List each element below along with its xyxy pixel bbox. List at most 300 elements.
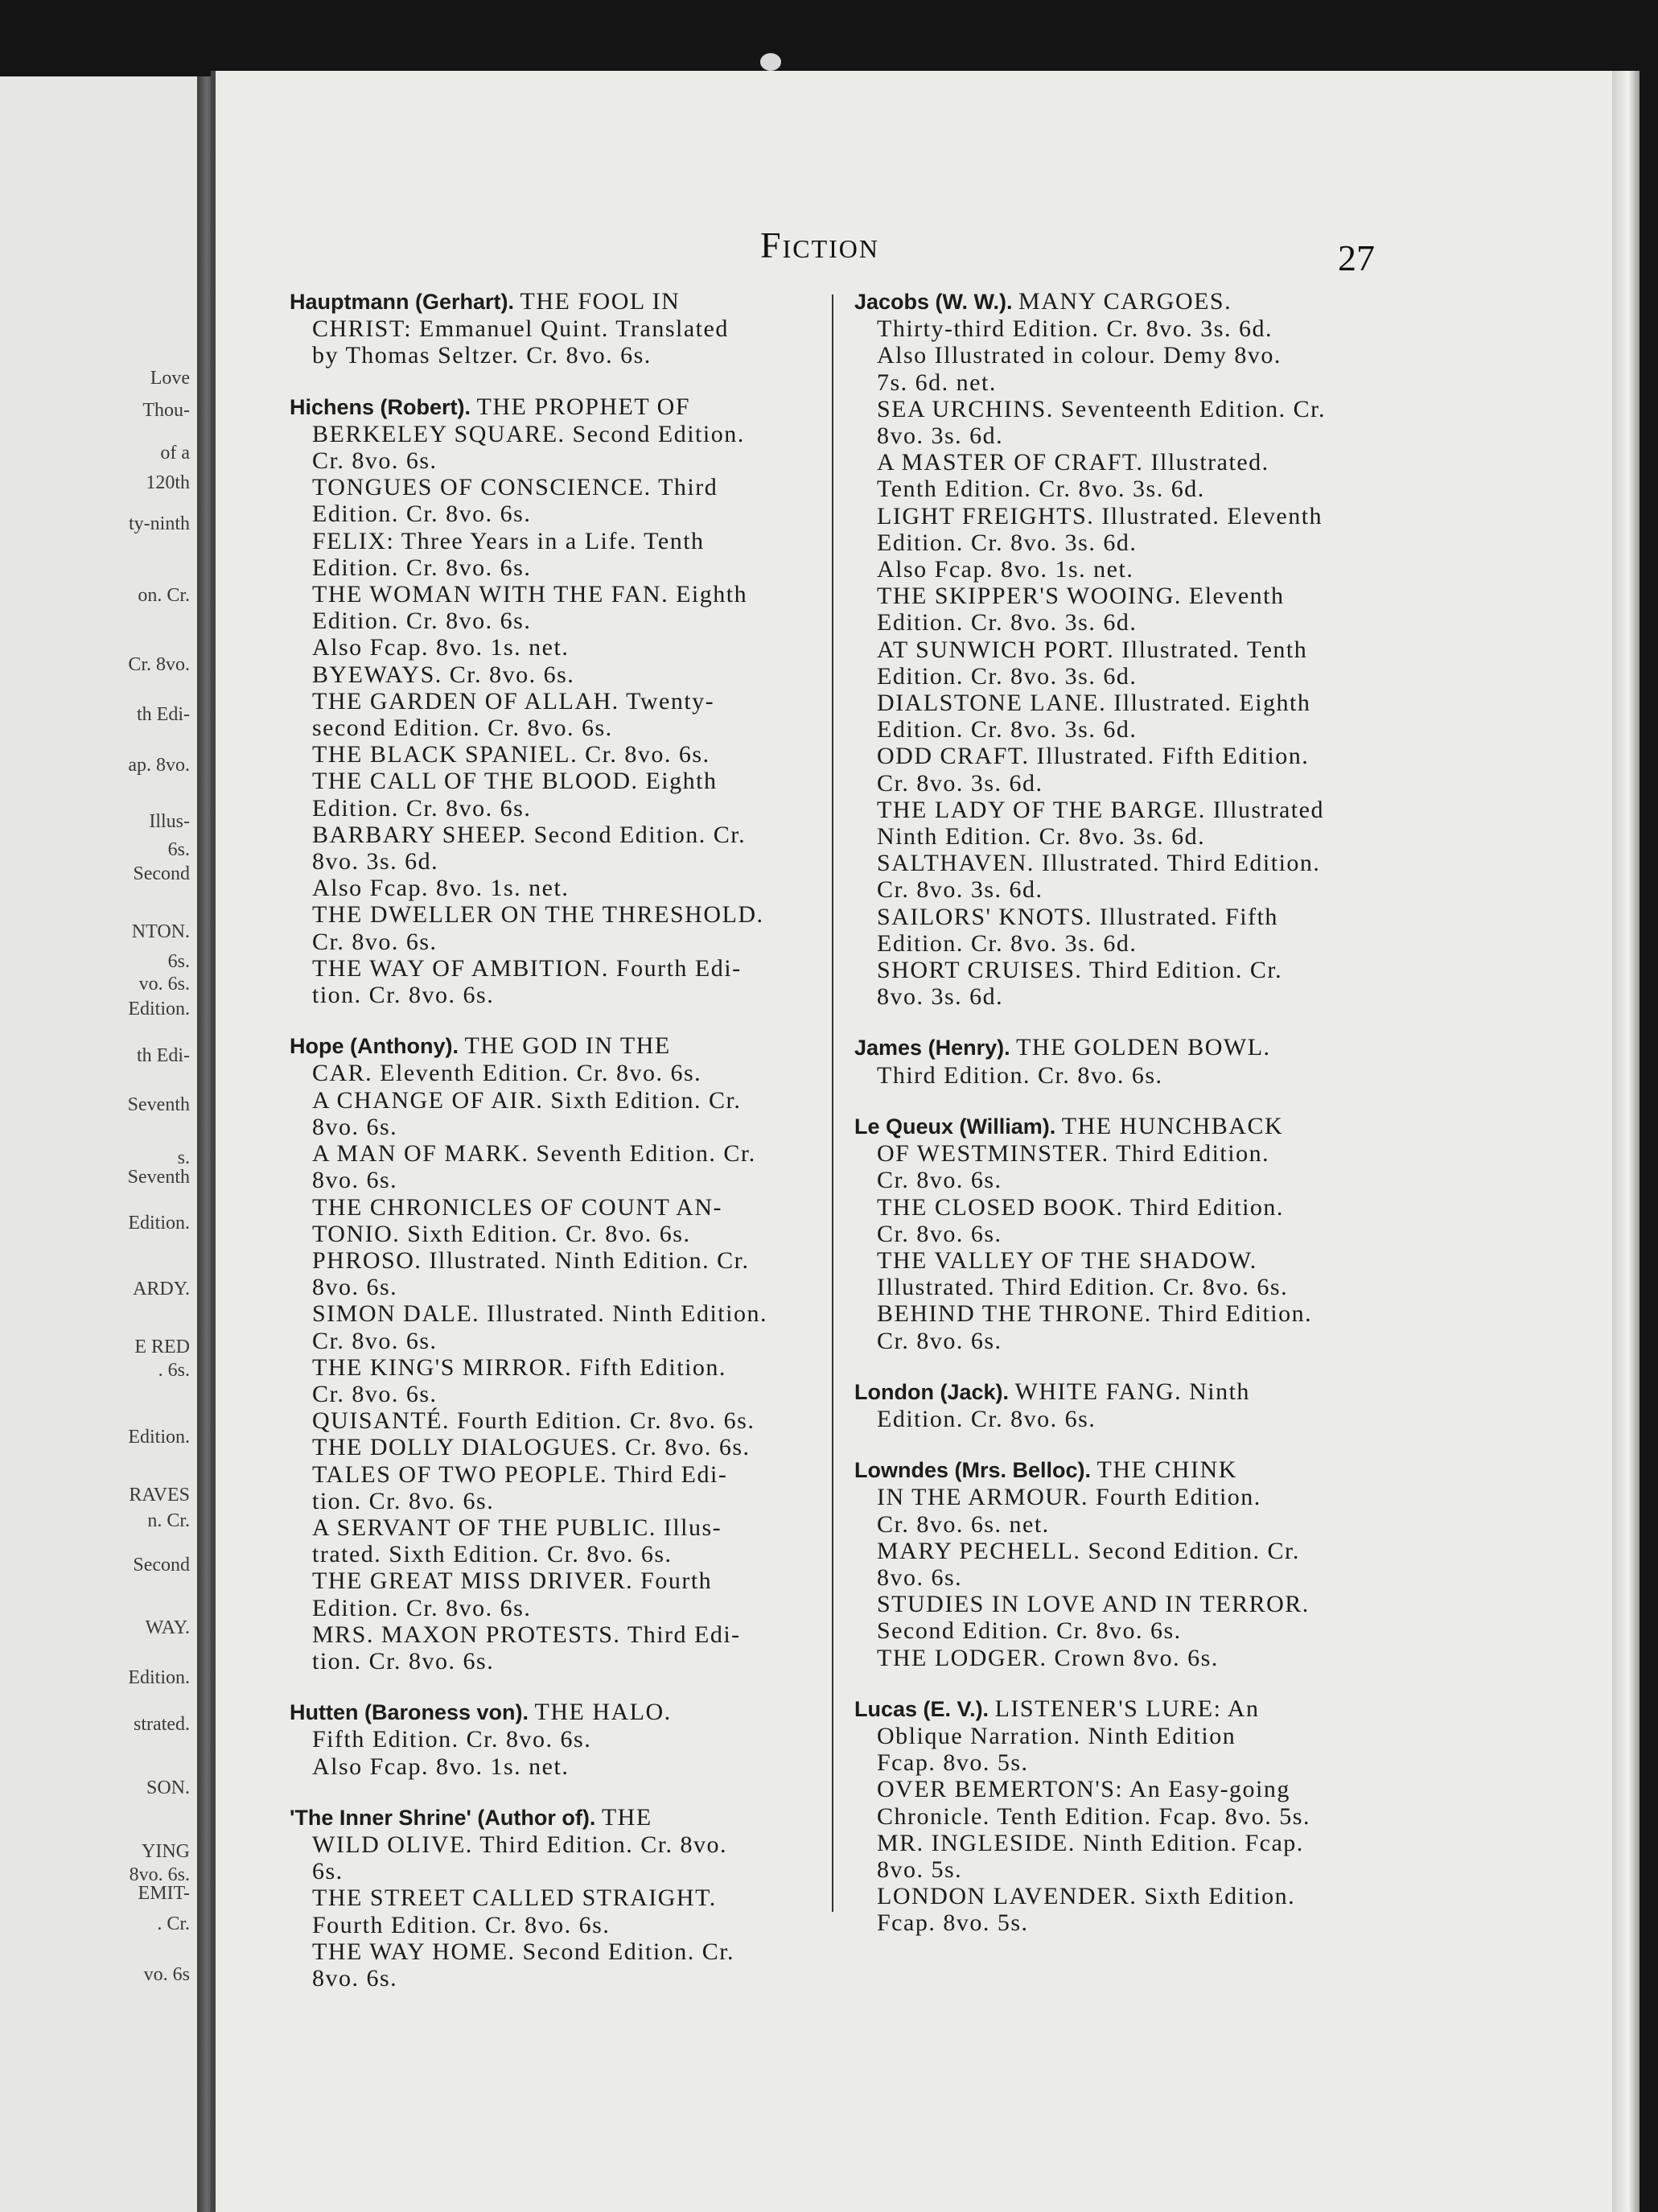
book-listing-text: Edition. Cr. 8vo. 3s. 6d. xyxy=(877,662,1138,690)
facing-page-fragment: 120th xyxy=(146,472,190,493)
entry-line xyxy=(854,1909,1376,1936)
entry-first-line xyxy=(854,1456,1376,1484)
book-listing-text: Edition. Cr. 8vo. 3s. 6d. xyxy=(877,609,1138,636)
facing-page-fragments xyxy=(0,76,197,2212)
facing-page-fragment: th Edi- xyxy=(137,704,190,725)
book-listing-text: IN THE ARMOUR. Fourth Edition. xyxy=(877,1484,1261,1511)
entry-line xyxy=(854,876,1376,903)
facing-page-fragment: Love xyxy=(150,368,190,389)
entry-line xyxy=(854,850,1376,876)
book-listing-text: 8vo. 3s. 6d. xyxy=(877,983,1004,1011)
book-listing-text: LONDON LAVENDER. Sixth Edition. xyxy=(877,1883,1296,1910)
book-listing-text: THE STREET CALLED STRAIGHT. xyxy=(312,1885,717,1912)
book-listing-text: THE WOMAN WITH THE FAN. Eighth xyxy=(312,581,748,608)
entry-line xyxy=(290,1434,811,1460)
column-divider xyxy=(832,295,833,1912)
entry-line xyxy=(854,983,1376,1010)
book-listing-text: THE DOLLY DIALOGUES. Cr. 8vo. 6s. xyxy=(312,1434,751,1461)
entry-line xyxy=(854,1830,1376,1856)
book-listing-text: Also Fcap. 8vo. 1s. net. xyxy=(312,1753,570,1780)
book-listing-text: tion. Cr. 8vo. 6s. xyxy=(312,982,495,1009)
book-listing-text: Edition. Cr. 8vo. 6s. xyxy=(312,1594,532,1621)
facing-page-fragment: Thou- xyxy=(142,400,190,421)
entry-line xyxy=(290,1381,811,1407)
entry-line xyxy=(854,1749,1376,1776)
entry-line xyxy=(854,476,1376,502)
book-listing-text: 6s. xyxy=(312,1858,344,1885)
facing-page-fragment: ARDY. xyxy=(133,1279,190,1300)
book-listing-text: Cr. 8vo. 6s. xyxy=(312,1380,438,1407)
entry-line xyxy=(854,1591,1376,1617)
entry-line xyxy=(290,1060,811,1086)
book-listing-text: CAR. Eleventh Edition. Cr. 8vo. 6s. xyxy=(312,1060,702,1087)
entry-line xyxy=(854,1247,1376,1274)
entry-line xyxy=(854,1062,1376,1089)
book-listing-text: Cr. 8vo. 6s. xyxy=(877,1167,1002,1194)
entry-line xyxy=(290,1488,811,1514)
entry-line xyxy=(854,1221,1376,1247)
author-name: London (Jack). xyxy=(854,1379,1010,1404)
book-listing-text: A CHANGE OF AIR. Sixth Edition. Cr. xyxy=(312,1086,742,1114)
book-listing-text: second Edition. Cr. 8vo. 6s. xyxy=(312,715,613,742)
book-listing-text: 7s. 6d. net. xyxy=(877,369,997,396)
entry-line xyxy=(854,904,1376,930)
facing-page-fragment: EMIT- xyxy=(138,1883,190,1904)
entry-line xyxy=(290,1753,811,1780)
book-listing-text: THE HUNCHBACK xyxy=(1061,1112,1284,1139)
entry-line xyxy=(854,503,1376,529)
author-name: Le Queux (William). xyxy=(854,1114,1056,1139)
left-column xyxy=(290,288,811,2016)
book-listing-text: Edition. Cr. 8vo. 3s. 6d. xyxy=(877,529,1138,556)
book-listing-text: THE CHRONICLES OF COUNT AN- xyxy=(312,1193,722,1221)
book-listing-text: Edition. Cr. 8vo. 6s. xyxy=(312,608,532,635)
facing-page-fragment: RAVES xyxy=(129,1485,190,1506)
facing-page-fragment: on. Cr. xyxy=(138,585,190,606)
book-listing-text: MRS. MAXON PROTESTS. Third Edi- xyxy=(312,1621,741,1648)
book-listing-text: AT SUNWICH PORT. Illustrated. Tenth xyxy=(877,636,1308,663)
page-number: 27 xyxy=(1338,237,1375,278)
facing-page-fragment: Edition. xyxy=(128,1213,190,1234)
facing-page-fragment: ap. 8vo. xyxy=(128,755,190,776)
facing-page-fragment: Seventh xyxy=(127,1094,190,1115)
entry-line xyxy=(854,315,1376,342)
entry-line xyxy=(854,1617,1376,1644)
entry-line xyxy=(854,1856,1376,1883)
book-listing-text: A MASTER OF CRAFT. Illustrated. xyxy=(877,449,1269,476)
entry-line xyxy=(290,661,811,688)
entry-line xyxy=(290,795,811,822)
book-listing-text: DIALSTONE LANE. Illustrated. Eighth xyxy=(877,690,1311,717)
book-listing-text: PHROSO. Illustrated. Ninth Edition. Cr. xyxy=(312,1246,750,1274)
book-listing-text: THE xyxy=(601,1803,652,1831)
book-listing-text: LISTENER'S LURE: An xyxy=(994,1695,1260,1722)
book-listing-text: THE KING'S MIRROR. Fifth Edition. xyxy=(312,1353,726,1381)
entry-line xyxy=(290,474,811,500)
book-listing-text: by Thomas Seltzer. Cr. 8vo. 6s. xyxy=(312,342,652,369)
entry-line xyxy=(854,797,1376,823)
facing-page-fragment: . Cr. xyxy=(157,1913,190,1934)
entry-line xyxy=(290,1167,811,1193)
entry-line xyxy=(854,449,1376,476)
book-listing-text: Cr. 8vo. 6s. xyxy=(312,928,438,955)
entry-first-line xyxy=(290,1032,811,1060)
book-listing-text: Fcap. 8vo. 5s. xyxy=(877,1909,1029,1937)
entry-line xyxy=(854,1140,1376,1167)
entry-line xyxy=(854,529,1376,556)
entry-line xyxy=(290,342,811,369)
entry-line xyxy=(290,1514,811,1541)
book-listing-text: THE CLOSED BOOK. Third Edition. xyxy=(877,1193,1284,1221)
entry-first-line xyxy=(854,1695,1376,1723)
entry-line xyxy=(290,421,811,447)
book-listing-text: Cr. 8vo. 6s. xyxy=(877,1220,1002,1247)
facing-page-fragment: of a xyxy=(160,443,190,463)
entry-line xyxy=(854,1194,1376,1221)
book-listing-text: BARBARY SHEEP. Second Edition. Cr. xyxy=(312,821,747,848)
entry-line xyxy=(854,1803,1376,1830)
entry-line xyxy=(290,1274,811,1300)
entry-line xyxy=(290,1965,811,1992)
book-listing-text: STUDIES IN LOVE AND IN TERROR. xyxy=(877,1591,1310,1618)
book-listing-text: THE HALO. xyxy=(534,1699,672,1726)
book-listing-text: WHITE FANG. Ninth xyxy=(1014,1378,1250,1405)
entry-line xyxy=(854,396,1376,422)
entry-line xyxy=(290,1938,811,1965)
book-listing-text: A MAN OF MARK. Seventh Edition. Cr. xyxy=(312,1140,756,1168)
facing-page-fragment: SON. xyxy=(146,1777,190,1798)
book-listing-text: tion. Cr. 8vo. 6s. xyxy=(312,1487,495,1514)
entry-line xyxy=(290,1328,811,1354)
facing-page-fragment: WAY. xyxy=(145,1617,190,1638)
book-listing-text: 8vo. 6s. xyxy=(312,1113,398,1140)
facing-page-fragment: Second xyxy=(133,863,190,884)
entry-line xyxy=(290,1726,811,1753)
entry-line xyxy=(290,901,811,928)
book-listing-text: BEHIND THE THRONE. Third Edition. xyxy=(877,1300,1313,1328)
book-listing-text: THE BLACK SPANIEL. Cr. 8vo. 6s. xyxy=(312,741,710,768)
facing-page-fragment: Illus- xyxy=(149,811,190,832)
entry-line xyxy=(290,1461,811,1488)
entry-line xyxy=(854,1776,1376,1802)
author-name: Jacobs (W. W.). xyxy=(854,290,1013,314)
entry-line xyxy=(290,1885,811,1911)
author-name: Hutten (Baroness von). xyxy=(290,1700,529,1725)
book-listing-text: THE GREAT MISS DRIVER. Fourth xyxy=(312,1567,713,1595)
facing-page-fragment: . 6s. xyxy=(158,1360,190,1381)
entry-first-line xyxy=(854,1034,1376,1061)
entry-line xyxy=(290,1300,811,1327)
book-listing-text: THE GOD IN THE xyxy=(464,1032,671,1060)
entry-line xyxy=(854,369,1376,396)
entry-line xyxy=(290,1831,811,1858)
book-listing-text: 8vo. 5s. xyxy=(877,1856,963,1883)
book-listing-text: BYEWAYS. Cr. 8vo. 6s. xyxy=(312,661,575,688)
entry-line xyxy=(854,1511,1376,1538)
author-entry xyxy=(854,1695,1376,1937)
entry-line xyxy=(854,690,1376,716)
author-name: Hauptmann (Gerhart). xyxy=(290,290,515,314)
facing-page-fragment: th Edi- xyxy=(137,1045,190,1066)
author-name: Hope (Anthony). xyxy=(290,1034,459,1059)
book-listing-text: ODD CRAFT. Illustrated. Fifth Edition. xyxy=(877,743,1310,770)
book-listing-text: Cr. 8vo. 6s. xyxy=(312,447,438,475)
entry-line xyxy=(290,1354,811,1381)
page-title: Fiction xyxy=(760,224,880,266)
entry-line xyxy=(290,1541,811,1567)
entry-line xyxy=(290,447,811,474)
entry-line xyxy=(290,608,811,634)
entry-first-line xyxy=(854,288,1376,315)
entry-line xyxy=(854,716,1376,743)
entry-line xyxy=(854,422,1376,449)
book-listing-text: 8vo. 6s. xyxy=(877,1563,963,1591)
entry-line xyxy=(854,556,1376,583)
author-name: James (Henry). xyxy=(854,1036,1010,1061)
book-listing-text: Also Fcap. 8vo. 1s. net. xyxy=(877,556,1134,583)
book-listing-text: SAILORS' KNOTS. Illustrated. Fifth xyxy=(877,903,1278,930)
book-listing-text: Edition. Cr. 8vo. 6s. xyxy=(312,500,532,528)
entry-line xyxy=(290,500,811,527)
entry-line xyxy=(290,1912,811,1938)
entry-line xyxy=(290,1567,811,1594)
book-listing-text: TONIO. Sixth Edition. Cr. 8vo. 6s. xyxy=(312,1220,691,1247)
entry-line xyxy=(290,848,811,875)
entry-line xyxy=(854,1274,1376,1300)
book-listing-text: Edition. Cr. 8vo. 3s. 6d. xyxy=(877,716,1138,744)
book-listing-text: OVER BEMERTON'S: An Easy-going xyxy=(877,1776,1290,1803)
book-listing-text: 8vo. 3s. 6d. xyxy=(877,422,1004,450)
entry-line xyxy=(290,1194,811,1221)
entry-line xyxy=(854,342,1376,369)
book-listing-text: THE DWELLER ON THE THRESHOLD. xyxy=(312,901,764,929)
entry-line xyxy=(290,634,811,661)
book-listing-text: TALES OF TWO PEOPLE. Third Edi- xyxy=(312,1460,728,1488)
entry-line xyxy=(290,315,811,342)
book-listing-text: Edition. Cr. 8vo. 6s. xyxy=(877,1405,1096,1432)
book-listing-text: THE GARDEN OF ALLAH. Twenty- xyxy=(312,687,715,715)
facing-page-fragment: Edition. xyxy=(128,999,190,1019)
book-listing-text: THE GOLDEN BOWL. xyxy=(1016,1034,1271,1061)
book-listing-text: THE FOOL IN xyxy=(520,288,681,315)
entry-line xyxy=(290,528,811,554)
book-listing-text: Cr. 8vo. 6s. xyxy=(312,1327,438,1354)
book-listing-text: Thirty-third Edition. Cr. 8vo. 3s. 6d. xyxy=(877,315,1273,343)
book-listing-text: Chronicle. Tenth Edition. Fcap. 8vo. 5s. xyxy=(877,1802,1310,1830)
page-edge xyxy=(1612,71,1639,2212)
entry-first-line xyxy=(854,1378,1376,1406)
entry-line xyxy=(854,823,1376,850)
book-listing-text: Illustrated. Third Edition. Cr. 8vo. 6s. xyxy=(877,1274,1289,1301)
book-listing-text: MARY PECHELL. Second Edition. Cr. xyxy=(877,1537,1300,1564)
author-entry xyxy=(290,393,811,1009)
entry-line xyxy=(290,688,811,715)
entry-line xyxy=(854,609,1376,636)
author-entry xyxy=(854,1456,1376,1671)
book-listing-text: THE LADY OF THE BARGE. Illustrated xyxy=(877,796,1324,823)
book-listing-text: Fifth Edition. Cr. 8vo. 6s. xyxy=(312,1726,592,1753)
book-listing-text: Tenth Edition. Cr. 8vo. 3s. 6d. xyxy=(877,476,1205,503)
book-listing-text: SIMON DALE. Illustrated. Ninth Edition. xyxy=(312,1300,767,1328)
facing-page-fragment: 6s. xyxy=(167,951,190,972)
facing-page-fragment: NTON. xyxy=(131,921,190,942)
entry-line xyxy=(290,1221,811,1247)
book-listing-text: Oblique Narration. Ninth Edition xyxy=(877,1722,1236,1749)
entry-line xyxy=(290,1247,811,1274)
entry-line xyxy=(290,1858,811,1885)
book-listing-text: A SERVANT OF THE PUBLIC. Illus- xyxy=(312,1514,722,1541)
entry-line xyxy=(290,955,811,982)
author-entry xyxy=(290,1804,811,1992)
book-listing-text: THE WAY HOME. Second Edition. Cr. xyxy=(312,1938,735,1965)
entry-line xyxy=(290,1621,811,1648)
entry-line xyxy=(290,822,811,848)
entry-line xyxy=(854,636,1376,663)
facing-page-fragment: vo. 6s. xyxy=(138,974,190,995)
entry-line xyxy=(854,663,1376,690)
book-listing-text: THE WAY OF AMBITION. Fourth Edi- xyxy=(312,954,742,982)
book-listing-text: Second Edition. Cr. 8vo. 6s. xyxy=(877,1617,1182,1645)
author-entry xyxy=(290,288,811,369)
entry-line xyxy=(854,930,1376,957)
entry-line xyxy=(290,982,811,1008)
book-listing-text: trated. Sixth Edition. Cr. 8vo. 6s. xyxy=(312,1541,673,1568)
entry-line xyxy=(854,1406,1376,1432)
book-listing-text: Fcap. 8vo. 5s. xyxy=(877,1749,1029,1777)
entry-line xyxy=(854,1645,1376,1671)
entry-line xyxy=(854,1564,1376,1591)
book-listing-text: THE CHINK xyxy=(1096,1456,1237,1484)
entry-line xyxy=(854,1328,1376,1354)
facing-page-fragment: s. xyxy=(177,1147,190,1168)
entry-line xyxy=(290,554,811,581)
book-listing-text: Also Fcap. 8vo. 1s. net. xyxy=(312,634,570,661)
book-listing-text: MANY CARGOES. xyxy=(1018,288,1232,315)
entry-line xyxy=(854,957,1376,983)
book-listing-text: Also Illustrated in colour. Demy 8vo. xyxy=(877,342,1282,369)
book-listing-text: MR. INGLESIDE. Ninth Edition. Fcap. xyxy=(877,1829,1304,1856)
book-listing-text: Edition. Cr. 8vo. 3s. 6d. xyxy=(877,929,1138,957)
book-listing-text: TONGUES OF CONSCIENCE. Third xyxy=(312,474,718,501)
entry-line xyxy=(854,583,1376,609)
entry-line xyxy=(290,1595,811,1621)
entry-line xyxy=(290,1648,811,1674)
author-entry xyxy=(290,1699,811,1780)
entry-line xyxy=(854,743,1376,769)
book-listing-text: LIGHT FREIGHTS. Illustrated. Eleventh xyxy=(877,502,1323,529)
entry-line xyxy=(290,1114,811,1140)
book-listing-text: CHRIST: Emmanuel Quint. Translated xyxy=(312,315,729,343)
book-listing-text: 8vo. 6s. xyxy=(312,1274,398,1301)
entry-first-line xyxy=(290,393,811,421)
entry-first-line xyxy=(290,1804,811,1831)
entry-line xyxy=(290,1140,811,1167)
entry-first-line xyxy=(854,1113,1376,1140)
entry-line xyxy=(854,1723,1376,1749)
facing-page-fragment: Cr. 8vo. xyxy=(128,654,190,675)
facing-page-fragment: 8vo. 6s. xyxy=(129,1864,190,1885)
book-listing-text: Fourth Edition. Cr. 8vo. 6s. xyxy=(312,1911,611,1938)
entry-line xyxy=(290,1087,811,1114)
entry-line xyxy=(854,1300,1376,1327)
right-column xyxy=(854,288,1376,1961)
book-listing-text: SHORT CRUISES. Third Edition. Cr. xyxy=(877,957,1283,984)
book-listing-text: THE SKIPPER'S WOOING. Eleventh xyxy=(877,583,1285,610)
book-listing-text: FELIX: Three Years in a Life. Tenth xyxy=(312,527,705,554)
entry-first-line xyxy=(290,1699,811,1726)
book-listing-text: WILD OLIVE. Third Edition. Cr. 8vo. xyxy=(312,1831,728,1858)
book-listing-text: 8vo. 6s. xyxy=(312,1964,398,1992)
facing-page-fragment: E RED xyxy=(134,1337,190,1357)
entry-line xyxy=(854,1883,1376,1909)
book-listing-text: BERKELEY SQUARE. Second Edition. xyxy=(312,420,745,447)
author-entry xyxy=(854,1113,1376,1354)
book-listing-text: THE VALLEY OF THE SHADOW. xyxy=(877,1246,1257,1274)
facing-page-fragment: Edition. xyxy=(128,1667,190,1688)
book-listing-text: Cr. 8vo. 6s. net. xyxy=(877,1510,1050,1538)
book-listing-text: OF WESTMINSTER. Third Edition. xyxy=(877,1140,1270,1168)
book-listing-text: Edition. Cr. 8vo. 6s. xyxy=(312,794,532,822)
book-listing-text: 8vo. 6s. xyxy=(312,1167,398,1194)
facing-page-fragment: vo. 6s xyxy=(143,1964,190,1985)
facing-page xyxy=(0,76,197,2212)
author-name: 'The Inner Shrine' (Author of). xyxy=(290,1805,596,1830)
author-entry xyxy=(854,1034,1376,1088)
author-entry xyxy=(854,288,1376,1010)
facing-page-fragment: ty-ninth xyxy=(129,513,190,534)
author-entry xyxy=(290,1032,811,1674)
author-name: Lucas (E. V.). xyxy=(854,1696,989,1721)
book-listing-text: THE CALL OF THE BLOOD. Eighth xyxy=(312,768,718,795)
entry-line xyxy=(290,768,811,794)
facing-page-fragment: YING xyxy=(142,1841,190,1862)
book-listing-text: Edition. Cr. 8vo. 6s. xyxy=(312,554,532,581)
facing-page-fragment: Edition. xyxy=(128,1427,190,1448)
book-listing-text: Ninth Edition. Cr. 8vo. 3s. 6d. xyxy=(877,823,1206,851)
book-listing-text: Cr. 8vo. 3s. 6d. xyxy=(877,769,1043,797)
book-listing-text: Third Edition. Cr. 8vo. 6s. xyxy=(877,1061,1163,1089)
entry-line xyxy=(290,581,811,608)
entry-line xyxy=(854,1484,1376,1510)
entry-first-line xyxy=(290,288,811,315)
facing-page-fragment: strated. xyxy=(134,1714,190,1735)
author-name: Lowndes (Mrs. Belloc). xyxy=(854,1458,1092,1483)
book-listing-text: Cr. 8vo. 3s. 6d. xyxy=(877,876,1043,904)
facing-page-fragment: 6s. xyxy=(167,839,190,860)
entry-line xyxy=(854,1167,1376,1193)
entry-line xyxy=(854,1538,1376,1564)
author-name: Hichens (Robert). xyxy=(290,394,471,419)
author-entry xyxy=(854,1378,1376,1432)
entry-line xyxy=(290,929,811,955)
book-listing-text: SEA URCHINS. Seventeenth Edition. Cr. xyxy=(877,395,1326,422)
entry-line xyxy=(854,770,1376,797)
book-listing-text: 8vo. 3s. 6d. xyxy=(312,848,439,875)
book-listing-text: tion. Cr. 8vo. 6s. xyxy=(312,1647,495,1674)
binding-mark xyxy=(760,53,781,71)
entry-line xyxy=(290,1407,811,1434)
entry-line xyxy=(290,715,811,741)
entry-line xyxy=(290,741,811,768)
book-listing-text: THE LODGER. Crown 8vo. 6s. xyxy=(877,1644,1219,1671)
book-listing-text: Also Fcap. 8vo. 1s. net. xyxy=(312,875,570,902)
facing-page-fragment: Seventh xyxy=(127,1167,190,1188)
book-listing-text: Cr. 8vo. 6s. xyxy=(877,1327,1002,1354)
entry-line xyxy=(290,875,811,901)
book-listing-text: THE PROPHET OF xyxy=(476,393,691,420)
facing-page-fragment: n. Cr. xyxy=(147,1510,190,1531)
facing-page-fragment: Second xyxy=(133,1555,190,1576)
